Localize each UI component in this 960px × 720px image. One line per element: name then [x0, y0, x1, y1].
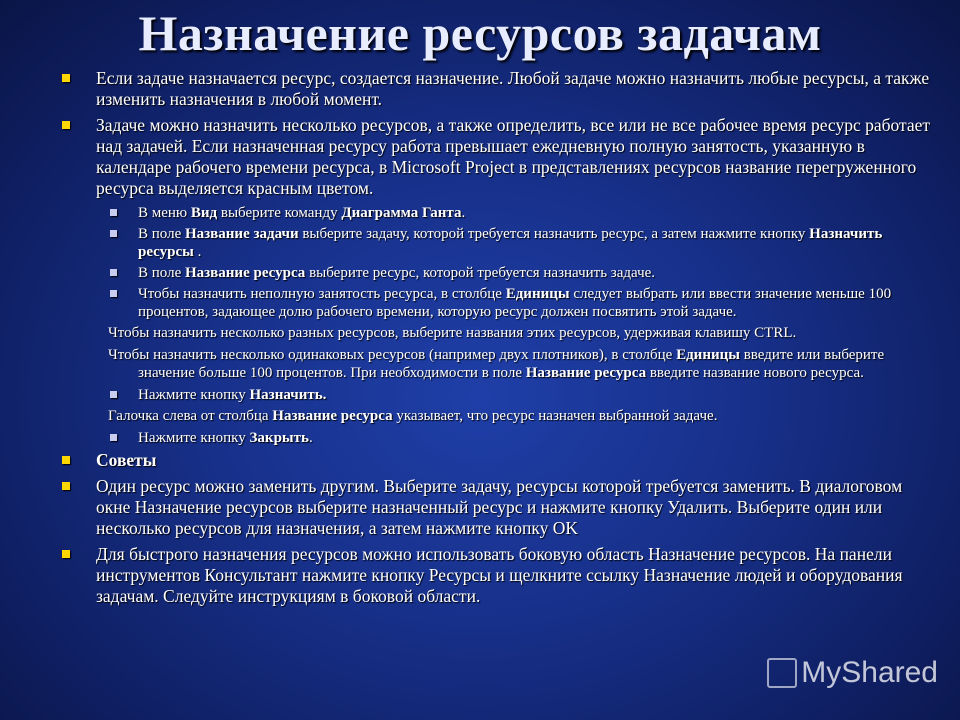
sub-bullet-point: В поле Название ресурса выберите ресурс, которой требуется назначить задаче.: [58, 264, 938, 282]
square-bullet-icon: [110, 434, 117, 441]
square-bullet-icon: [62, 121, 70, 129]
square-bullet-icon: [110, 269, 117, 276]
bullet-text: Если задаче назначается ресурс, создается назначение. Любой задаче можно назначить любые ресурсы, а также изменить назначения в любой момент.: [96, 68, 930, 109]
bullet-text: Для быстрого назначения ресурсов можно использовать боковую область Назначение ресурсов. На панели инструментов Консультант нажмите кнопку Ресурсы и щелкните ссылку Назначение людей и оборудования задачам. Следуйте инструкциям в боковой области.: [96, 544, 903, 606]
square-bullet-icon: [62, 74, 70, 82]
square-bullet-icon: [62, 550, 70, 558]
bullet-text: Задаче можно назначить несколько ресурсов, а также определить, все или не все рабочее время ресурс работает над задачей. Если назначенная ресурсу работа превышает ежедневную полную занятость, указанную в календаре рабочего времени ресурса, в Microsoft Project в представлениях ресурсов название перегруженного ресурса выделяется красным цветом.: [96, 115, 931, 198]
logo-icon: [767, 658, 797, 688]
square-bullet-icon: [110, 230, 117, 237]
bullet-point: [58, 115, 938, 199]
bullet-point: [58, 450, 938, 471]
plain-paragraph: Чтобы назначить несколько одинаковых ресурсов (например двух плотников), в столбце Единицы введите или выберите значение больше 100 процентов. При необходимости в поле Название ресурса введите название нового ресурса.: [108, 347, 885, 381]
bullet-point: [58, 68, 938, 110]
slide-title: Назначение ресурсов задачам: [138, 5, 822, 61]
square-bullet-icon: [110, 290, 117, 297]
slide-content: [58, 68, 938, 612]
watermark: MyShared: [767, 656, 938, 690]
sub-bullet-point: Нажмите кнопку Назначить.: [58, 386, 938, 404]
square-bullet-icon: [110, 209, 117, 216]
plain-paragraph: Галочка слева от столбца Название ресурса указывает, что ресурс назначен выбранной задаче.: [108, 408, 718, 424]
bullet-point: [58, 544, 938, 607]
sub-bullet-point: Чтобы назначить неполную занятость ресурса, в столбце Единицы следует выбрать или ввести значение меньше 100 процентов, задающее долю рабочего времени, которую ресурс должен посвятить этой задаче.: [58, 285, 938, 321]
square-bullet-icon: [110, 391, 117, 398]
bullet-text: Один ресурс можно заменить другим. Выберите задачу, ресурсы которой требуется заменить. В диалоговом окне Назначение ресурсов выберите назначенный ресурс и нажмите кнопку Удалить. Выберите один или несколько ресурсов для назначения, а затем нажмите кнопку OK: [96, 476, 903, 538]
sub-bullet-point: В меню Вид выберите команду Диаграмма Ганта.: [58, 204, 938, 222]
square-bullet-icon: [62, 482, 70, 490]
bullet-point: [58, 476, 938, 539]
sub-bullet-point: Нажмите кнопку Закрыть.: [58, 429, 938, 447]
square-bullet-icon: [62, 456, 70, 464]
sub-bullet-point: В поле Название задачи выберите задачу, которой требуется назначить ресурс, а затем нажмите кнопку Назначить ресурсы .: [58, 225, 938, 261]
plain-paragraph: Чтобы назначить несколько разных ресурсов, выберите названия этих ресурсов, удерживая клавишу CTRL.: [108, 325, 797, 341]
tips-heading: Советы: [96, 450, 157, 470]
